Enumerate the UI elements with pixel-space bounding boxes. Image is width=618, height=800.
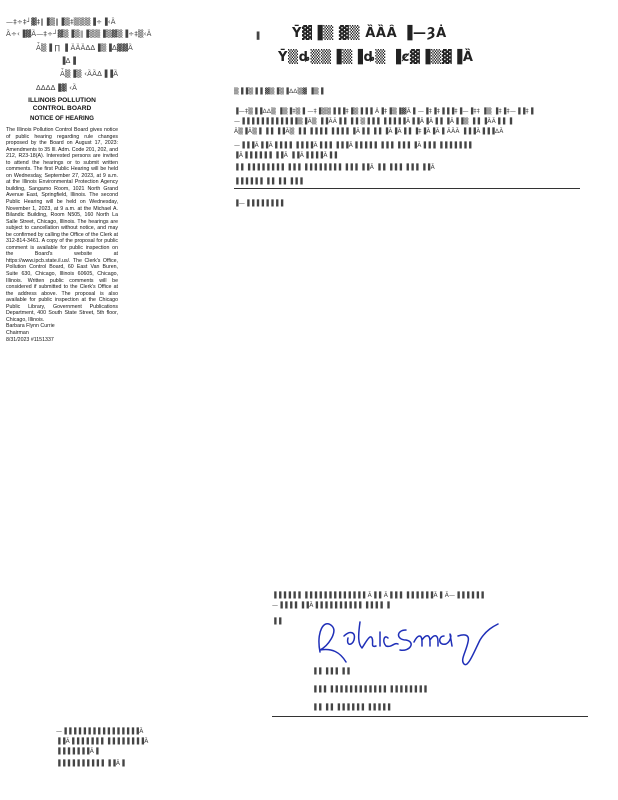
footer-left-line4: ▐▐▐▐▐▐▐▐▐▐ ▐▐Ȁ▐	[56, 760, 125, 767]
signer-date-line: ▐▐ ▐▐ ▐▐▐▐▐▐ ▐▐▐▐▐	[312, 704, 391, 711]
footer-left-line2: ▐▐Ȁ▐▐▐▐▐▐▐ ▐▐▐▐▐▐▐▐Ȁ	[56, 738, 149, 745]
signer-name-line: ▐▐ ▐▐▐ ▐▐	[312, 668, 350, 675]
header-left-line3: Ǡ▒▐ ∏ ▐ ȀȀȀ∆∆▐▒▐∆▓▓Ȁ	[36, 44, 134, 52]
document-title-line2: Ȳ▒ȡ▒▒▐▒▐ȡ▒ ▐ȼ▓▐▒▓▐Ȁ	[278, 50, 474, 65]
signer-title-line: ▐▐▐ ▐▐▐▐▐▐▐▐▐▐▐▐ ▐▐▐▐▐▐▐▐	[312, 686, 427, 693]
notice-subtitle: NOTICE OF HEARING	[30, 115, 94, 122]
notice-signer-title: Chairman	[6, 329, 29, 336]
affidavit-line4: Ȁ▒▐Ȁ▒▐ ▐▐ ▐▐Ȁ▒ ▐▐ ▐▐▐▐ ▐▐▐▐ ▐Ȁ▐▐ ▐▐ ▐Ȁ▐Ȁ▐▐ ▐‡▐Ȁ▐Ȁ▐ ȀȀȀ ▐▐▐Ȁ▐▐▐∆Ȁ	[234, 128, 504, 135]
notice-agency-line2: CONTROL BOARD	[32, 104, 92, 112]
header-left-line1: —‡÷‡┘▓‡‖▐▒‖▐▒‡▒▒▒▐÷▐‹Ȁ	[6, 18, 116, 26]
affidavit-line5: —▐▐▐Ȁ▐▐Ȁ▐▐▐▐ ▐▐▐▐Ȁ▐▐▐ ▐▐▐Ȁ▐▐▐▐▐ ▐▐▐ ▐▐▐ ▐Ȁ▐▐▐ ▐▐▐▐▐▐▐	[234, 142, 472, 149]
handwritten-signature	[310, 612, 500, 668]
footer-left-line1: —▐▐▐▐▐▐▐▐▐▐▐▐▐▐▐▐Ȁ	[56, 728, 144, 735]
header-left-line5: Ǡ▒▐▒ ‹ȀȀ∆▐▐Ȁ	[60, 70, 119, 78]
legal-notice-clipping	[6, 97, 118, 343]
affidavit-line2: ▐—‡▒▐▐∆∆▒ ▐▒▐‡▒▐ —‡▐▒▒▐▐▐‡▐▒▐▐▐ Ȃ▐‡▐▒▐▓Ȁ▐ —▐‡▐‡▐▐▐‡▐—▐‡‡ ▐▒ ▐‡▐‡—▐▐‡▐	[234, 108, 534, 115]
notice-agency-line1: ILLINOIS POLLUTION	[28, 97, 96, 104]
certification-line1: ▐▐▐▐▐▐ ▐▐▐▐▐▐▐▐▐▐▐▐▐ Ȁ▐▐ Ȁ▐▐▐ ▐▐▐▐▐▐Ȁ▐ Ȁ—▐▐▐▐▐▐	[272, 592, 485, 599]
affidavit-line6: ▐Ȁ▐▐▐▐▐▐ ▐▐Ȁ ▐▐Ȁ▐▐▐▐Ȁ▐▐	[234, 152, 338, 159]
notice-ad-reference: 8/31/2023 #1151337	[6, 336, 54, 343]
affidavit-line7: ▐▐ ▐▐▐▐▐▐▐▐ ▐▐▐ ▐▐▐▐▐▐▐▐ ▐▐▐ ▐▐Ȁ ▐▐ ▐▐▐ ▐▐▐ ▐▐Ȁ	[234, 164, 435, 171]
certification-divider	[272, 716, 588, 717]
header-small-mark: ▐	[254, 32, 260, 40]
header-left-line2: Ȁ÷‹▐▓Ȁ—‡÷┘▓▒▐▒‖▐▒▒▐▒▓▒▐÷‡▒‹Ȁ	[6, 30, 152, 38]
notice-signer: Barbara Flynn Currie	[6, 323, 55, 330]
affidavit-line9: ▐—▐▐▐▐▐▐▐▐	[234, 200, 284, 207]
document-title-line1: Ȳ▓▐▒ ▓▒ ȀȀȂ ▐—ȜȦ	[292, 26, 447, 41]
footer-left-line3: ▐▐▐▐▐▐▐Ȁ▐	[56, 748, 99, 755]
notice-body: The Illinois Pollution Control Board gives notice of public hearing regarding rule changes proposed by the Board on August 17, 2023: Amendments to 35 Ill. Adm. Code 201, 202, and 212, R23-18(A). Interested persons are invited to attend the hearings or to submit written comments. The first Public Hearing will be held on Wednesday, September 27, 2023, at 9 a.m. at the Illinois Environmental Protection Agency building, Sangamo Room, 1021 North Grand Avenue East, Springfield, Illinois. The second Public Hearing will be held on Wednesday, November 1, 2023, at 9 a.m. at the Michael A. Bilandic Building, Room N505, 160 North La Salle Street, Chicago, Illinois. The hearings are subject to cancellation without notice, and may be confirmed by calling the Office of the Clerk at 312-814-3461. A copy of the proposal for public comment is available for public inspection on the Board's website at https://www.ipcb.state.il.us/. The Clerk's Office, Pollution Control Board, 60 East Van Buren, Suite 630, Chicago, Illinois 60605, Chicago, Illinois. Written public comments will be considered if submitted to the Clerk's Office at the address above. The proposal is also available for public inspection at the Chicago Public Library, Government Publications Department, 400 South State Street, 5th floor, Chicago, Illinois.	[6, 127, 118, 323]
header-left-line6: ∆∆∆∆▐▓ ‹Ȁ	[36, 84, 78, 92]
certification-line3: ▐▐	[272, 618, 282, 625]
affidavit-line3: —▐▐▐▐▐▐▐▐▐▐▐▐▒▐Ȁ▒ ▐▐ȀȀ▐▐ ▐▐ ▒▐▐▐ ▐▐▐▐▐Ȁ▐▐Ȁ▐Ȁ▐▐ ▐Ȁ▐▐▒ ▐▐ ▐ȀȀ▐▐ ▐	[234, 118, 513, 125]
affidavit-divider	[234, 188, 580, 189]
affidavit-line8: ▐▐▐▐▐▐ ▐▐ ▐▐ ▐▐▐	[234, 178, 303, 185]
affidavit-line1: ▒▐▐▒▐▐ ▓▒▐▒▐∆∆▒▓ ▐▒▐	[234, 88, 324, 95]
certification-line2: —▐▐▐▐ ▐▐Ȁ▐▐▐▐▐▐▐▐▐▐ ▐▐▐▐ ▐	[272, 602, 390, 609]
header-left-line4: ▐∆▐	[60, 57, 77, 65]
